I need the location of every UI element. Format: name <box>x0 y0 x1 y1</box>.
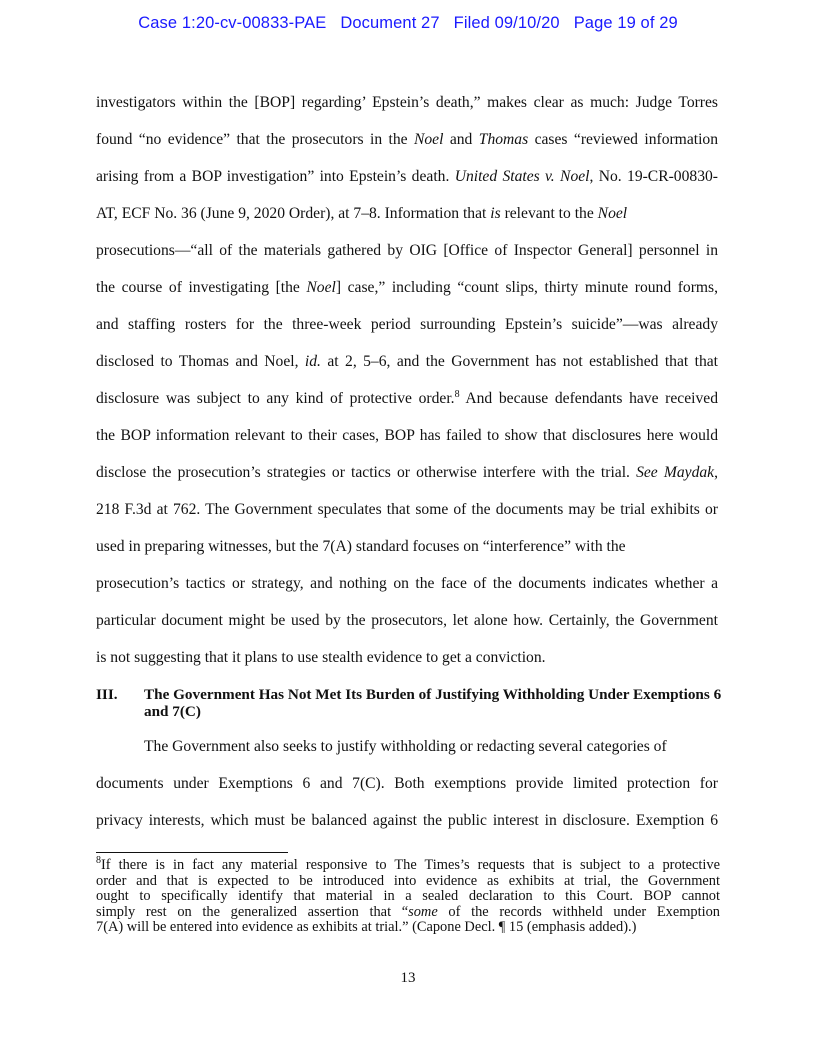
text-run: simply rest on the generalized assertion that “ <box>96 903 409 920</box>
text-line <box>96 501 718 519</box>
text-run: disclosure was subject to any kind of protective order. <box>96 390 455 407</box>
text-run: cases “reviewed information <box>528 131 718 148</box>
text-run: 7(A) will be entered into evidence as exhibits at trial.” (Capone Decl. ¶ 15 (emphasis added).) <box>96 919 637 936</box>
text-line <box>96 242 718 260</box>
text-run: prosecutions—“all of the materials gathered by OIG [Office of Inspector General] personnel in <box>96 242 718 259</box>
text-line <box>96 427 718 445</box>
case-citation: United States v. Noel <box>454 168 590 185</box>
citation-signal: id. <box>304 353 321 370</box>
text-run: investigators within the [BOP] regarding’ Epstein’s death,” makes clear as much: Judge Torres <box>96 94 718 111</box>
section-title: The Government Has Not Met Its Burden of Justifying Withholding Under Exemptions 6 and 7(C) <box>144 686 722 720</box>
text-line <box>96 812 718 830</box>
text-line <box>96 390 718 408</box>
text-line <box>96 316 718 334</box>
footnote-separator <box>96 852 288 853</box>
case-name: Noel <box>306 279 336 296</box>
footnote-marker: 8 <box>96 855 101 867</box>
text-run: the course of investigating [the <box>96 279 307 296</box>
text-line <box>96 279 718 297</box>
footnote-line <box>96 905 720 921</box>
section-number: III. <box>96 686 118 703</box>
text-run: found “no evidence” that the prosecutors in the <box>96 131 414 148</box>
case-name: Thomas <box>478 131 529 148</box>
text-line <box>96 575 718 593</box>
text-line <box>96 353 718 371</box>
text-run: And because defendants have received <box>459 390 718 407</box>
text-run: 218 F.3d at 762. The Government speculates that some of the documents may be trial exhibits or <box>96 501 718 518</box>
footnote-line <box>96 920 720 936</box>
page-number: 13 <box>400 970 416 986</box>
text-run: at 2, 5–6, and the Government has not established that that <box>320 353 719 370</box>
text-run: particular document might be used by the prosecutors, let alone how. Certainly, the Government <box>96 612 718 629</box>
footnote-line <box>96 855 720 874</box>
text-run: ] case,” including “count slips, thirty minute round forms, <box>335 279 718 296</box>
text-run: and <box>443 131 479 148</box>
text-run: order and that is expected to be introduced into evidence as exhibits at trial, the Government <box>96 872 720 889</box>
text-run: arising from a BOP investigation” into Epstein’s death. <box>96 168 455 185</box>
text-run: disclosed to Thomas and Noel, <box>96 353 305 370</box>
emphasis: is <box>490 205 501 222</box>
footnote-line <box>96 874 720 890</box>
text-line <box>96 775 718 793</box>
text-line <box>96 94 718 112</box>
footnote-8 <box>96 855 721 936</box>
text-run: AT, ECF No. 36 (June 9, 2020 Order), at 7–8. Information that <box>96 205 491 222</box>
text-run: If there is in fact any material responsive to The Times’s requests that is subject to a protective <box>101 857 720 873</box>
text-line <box>96 131 718 149</box>
text-line <box>96 538 626 556</box>
footnote-line <box>96 889 720 905</box>
text-run: of the records withheld under Exemption <box>437 903 721 920</box>
emphasis: some <box>408 903 438 920</box>
text-run: used in preparing witnesses, but the 7(A) standard focuses on “interference” with the <box>96 538 626 555</box>
text-run: is not suggesting that it plans to use stealth evidence to get a conviction. <box>96 649 546 666</box>
text-run: , <box>714 464 718 481</box>
text-line <box>96 205 627 223</box>
text-run: disclose the prosecution’s strategies or tactics or otherwise interfere with the trial. <box>96 464 637 481</box>
text-line <box>96 612 718 630</box>
text-line <box>96 738 667 756</box>
text-run: prosecution’s tactics or strategy, and nothing on the face of the documents indicates whether a <box>96 575 718 592</box>
text-run: relevant to the <box>500 205 598 222</box>
text-run: The Government also seeks to justify withholding or redacting several categories of <box>144 738 667 755</box>
case-header: Case 1:20-cv-00833-PAE Document 27 Filed 09/10/20 Page 19 of 29 <box>138 14 678 32</box>
footnote-reference[interactable]: 8 <box>454 388 460 400</box>
text-line <box>96 168 718 186</box>
text-line <box>96 649 546 667</box>
text-run: and staffing rosters for the three-week period surrounding Epstein’s suicide”—was already <box>96 316 718 333</box>
text-run: the BOP information relevant to their cases, BOP has failed to show that disclosures here would <box>96 427 718 444</box>
case-name: Noel <box>597 205 628 222</box>
text-run: , No. 19-CR-00830- <box>589 168 718 185</box>
text-run: ought to specifically identify that material in a sealed declaration to this Court. BOP cannot <box>96 888 720 905</box>
case-name: Noel <box>413 131 444 148</box>
text-run: documents under Exemptions 6 and 7(C). Both exemptions provide limited protection for <box>96 775 718 792</box>
text-run: privacy interests, which must be balanced against the public interest in disclosure. Exemption 6 <box>96 812 718 829</box>
case-citation: See Maydak <box>636 464 715 481</box>
text-line <box>96 464 718 482</box>
